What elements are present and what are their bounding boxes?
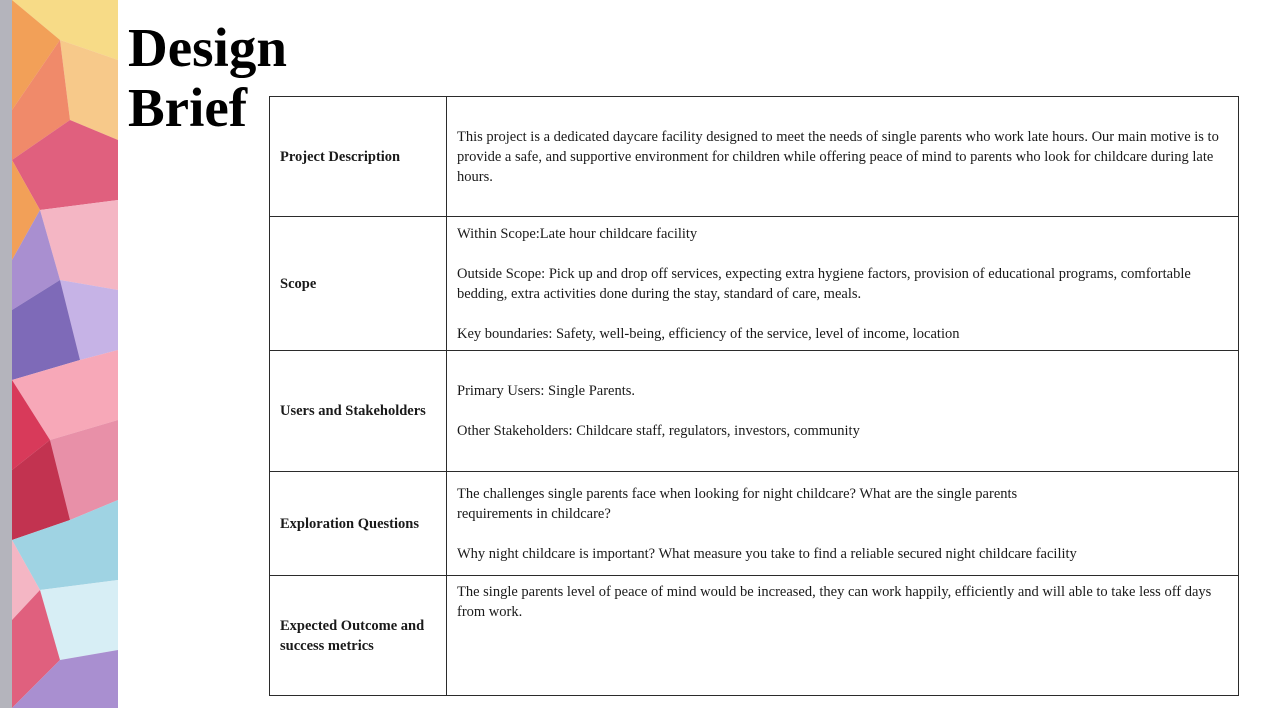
row-content xyxy=(447,472,1239,576)
slide-title xyxy=(128,18,287,138)
table-row-project-description xyxy=(270,97,1239,217)
row-paragraph: Primary Users: Single Parents. xyxy=(457,383,636,399)
row-label: Expected Outcome and success metrics xyxy=(270,576,447,696)
row-content xyxy=(447,217,1239,351)
row-label: Project Description xyxy=(270,97,447,217)
decorative-sidebar-graphic xyxy=(0,0,118,708)
row-paragraph: The challenges single parents face when looking for night childcare? What are the single parents xyxy=(457,485,1018,502)
row-paragraph: This project is a dedicated daycare facility designed to meet the needs of single parents who work late hours. Our main motive is to provide a safe, and supportive environment for children while offering peace of mind to parents who look for childcare during late hours. xyxy=(457,128,1219,185)
row-content xyxy=(447,97,1239,217)
table-row-scope xyxy=(270,217,1239,351)
table-row-users-and-stakeholders xyxy=(270,351,1239,472)
table-row-exploration-questions xyxy=(270,472,1239,576)
row-paragraph: The single parents level of peace of mind would be increased, they can work happily, efficiently and will able to take less off days from work. xyxy=(457,584,1212,620)
row-label: Exploration Questions xyxy=(270,472,447,576)
design-brief-table xyxy=(269,96,1239,696)
slide-title-line-1: Design xyxy=(128,17,287,78)
row-paragraph: Key boundaries: Safety, well-being, efficiency of the service, level of income, location xyxy=(457,325,960,342)
row-content xyxy=(447,351,1239,472)
row-paragraph: Within Scope:Late hour childcare facility xyxy=(457,225,698,242)
row-paragraph: Outside Scope: Pick up and drop off services, expecting extra hygiene factors, provision of educational programs, comfortable bedding, extra activities done during the stay, standard of care, meals. xyxy=(457,265,1191,302)
row-label: Scope xyxy=(270,217,447,351)
row-paragraph: Why night childcare is important? What measure you take to find a reliable secured night childcare facility xyxy=(457,545,1077,562)
row-content xyxy=(447,576,1239,696)
slide-title-line-2: Brief xyxy=(128,77,248,138)
row-label: Users and Stakeholders xyxy=(270,351,447,472)
row-paragraph: Other Stakeholders: Childcare staff, regulators, investors, community xyxy=(457,423,860,439)
table-row-expected-outcome xyxy=(270,576,1239,696)
row-paragraph: requirements in childcare? xyxy=(457,505,611,522)
